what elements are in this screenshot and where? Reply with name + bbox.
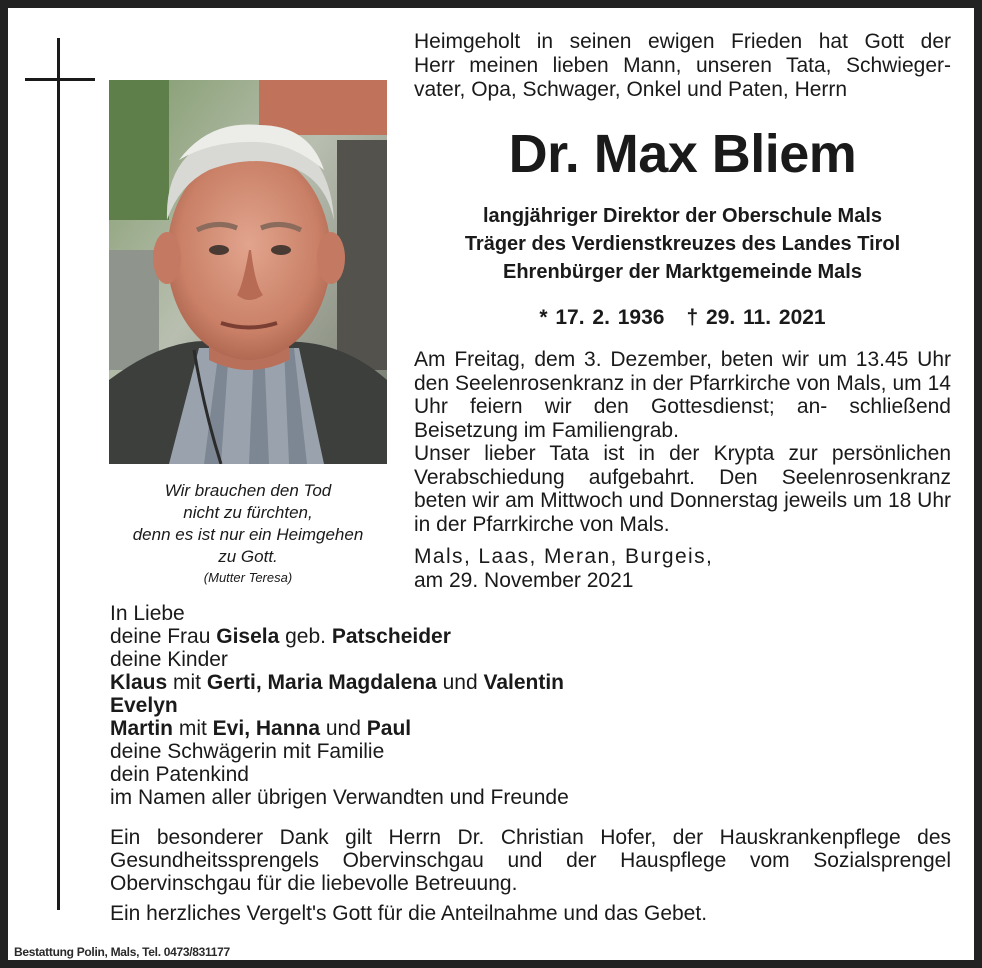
- text: deine Frau: [110, 625, 217, 648]
- birth-date: * 17. 2. 1936: [539, 306, 665, 329]
- child-name: Evelyn: [110, 694, 178, 717]
- family-name: Paul: [366, 717, 412, 740]
- family-child: [110, 671, 810, 694]
- death-date: † 29. 11. 2021: [686, 306, 826, 329]
- deceased-name: Dr. Max Bliem: [508, 124, 857, 184]
- place-date: [414, 545, 951, 593]
- family-names: Gerti, Maria Magdalena: [206, 671, 437, 694]
- honors: [414, 202, 951, 286]
- family-wife: [110, 625, 810, 648]
- child-name: Klaus: [110, 671, 168, 694]
- children-label: deine Kinder: [110, 648, 228, 671]
- family-list: [110, 602, 810, 809]
- intro-line: vater, Opa, Schwager, Onkel und Paten, Herrn: [414, 78, 848, 101]
- honor-line: langjähriger Direktor der Oberschule Mals: [482, 205, 882, 227]
- child-name: Martin: [110, 717, 173, 740]
- funeral-home: Bestattung Polin, Mals, Tel. 0473/831177: [14, 945, 230, 959]
- portrait-photo: [109, 80, 387, 464]
- life-dates: [414, 304, 951, 332]
- thanks-text: [110, 826, 951, 895]
- wife-maiden-name: Patscheider: [331, 625, 451, 648]
- family-name: Valentin: [483, 671, 565, 694]
- quote-line: zu Gott.: [218, 547, 278, 566]
- thanks-paragraph: Ein besonderer Dank gilt Herrn Dr. Christian Hofer, der Hauskrankenpflege des Gesundheitssprengels Obervinschgau und der Hauspflege vom Sozialsprengel Obervinschgau für die liebevolle Betreuung.: [110, 826, 951, 895]
- text: mit: [167, 671, 207, 694]
- intro-line: Herr meinen lieben Mann, unseren Tata, Schwieger-: [414, 54, 951, 77]
- family-child: [110, 694, 810, 717]
- places: Mals, Laas, Meran, Burgeis,: [414, 545, 714, 568]
- service-paragraph: Am Freitag, dem 3. Dezember, beten wir um 13.45 Uhr den Seelenrosenkranz in der Pfarrkirche von Mals, um 14 Uhr feiern wir den Gottesdienst; an- schließend Beisetzung im Familiengrab.: [414, 348, 951, 442]
- sister-in-law: deine Schwägerin mit Familie: [110, 740, 385, 763]
- quote-line: denn es ist nur ein Heimgehen: [132, 525, 364, 544]
- honor-line: Ehrenbürger der Marktgemeinde Mals: [503, 261, 862, 283]
- family-child: [110, 717, 810, 740]
- other-relatives: im Namen aller übrigen Verwandten und Freunde: [110, 786, 569, 809]
- honor-line: Träger des Verdienstkreuzes des Landes Tirol: [464, 233, 901, 255]
- quote-line: nicht zu fürchten,: [183, 503, 313, 522]
- text: und: [436, 671, 484, 694]
- viewing-paragraph: Unser lieber Tata ist in der Krypta zur persönlichen Verabschiedung aufgebahrt. Den Seelenrosenkranz beten wir am Mittwoch und Donnerstag jeweils um 18 Uhr in der Pfarrkirche von Mals.: [414, 442, 951, 536]
- quote: [109, 480, 387, 588]
- godchild: dein Patenkind: [110, 763, 249, 786]
- text: mit: [173, 717, 213, 740]
- quote-line: Wir brauchen den Tod: [164, 481, 332, 500]
- intro-line: Heimgeholt in seinen ewigen Frieden hat Gott der: [414, 30, 951, 53]
- blessing-text: Ein herzliches Vergelt's Gott für die Anteilnahme und das Gebet.: [110, 902, 708, 925]
- notice-date: am 29. November 2021: [414, 569, 634, 592]
- service-details: [414, 348, 951, 536]
- text: und: [320, 717, 367, 740]
- quote-source: (Mutter Teresa): [203, 570, 293, 585]
- cross-icon: [57, 38, 60, 910]
- intro-text: [414, 30, 951, 102]
- text: geb.: [279, 625, 332, 648]
- in-love: In Liebe: [110, 602, 185, 625]
- cross-icon-bar: [25, 78, 95, 81]
- wife-name: Gisela: [216, 625, 280, 648]
- family-names: Evi, Hanna: [212, 717, 321, 740]
